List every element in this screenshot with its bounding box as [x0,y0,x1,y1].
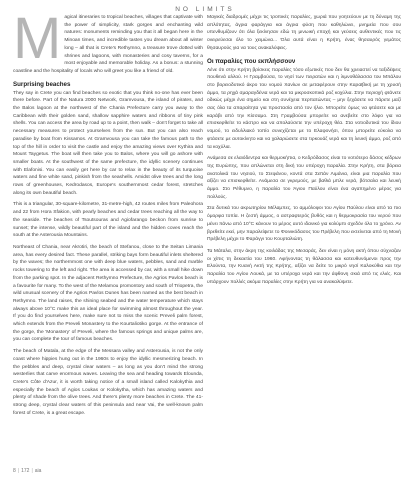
english-column [13,6,203,421]
brand-label: aia [34,468,42,474]
greek-paragraph-3: Στα δυτικά του ακρωτηρίου Μέλαμπες, το αμμόλοφοι του Αγίου Παύλου είναι από τα πιο όμορφα τοπία. Η ζεστή άμμος, ο αστραφτερός βυθός και η θερμοκρασία του νερού που μένει πάνω από 10°C κάνουν το μέρος αυτό ιδανικό για κολύμπι σχεδόν όλο το χρόνο. Αν βρεθείτε εκεί, μην παραλείψετε το Φοινικόδασος του Πρέβελη που εκτείνεται από τη Μονή Πρέβελη μέχρι το Φαράγγι του Κουρταλιώτη. [207,206,401,243]
greek-paragraph-2: Ανάμεσα σε ελαιόδεντρα και θερμοκήπια, ο Κεδρόδασος είναι το νοτιότερο δάσος κέδρων της Ευρώπης, που απλώνεται στη δική του υπέροχη παραλία. Στην Κρήτη, στα βόρεια ανατολικά του νησιού, το Στεφάνου, κοντά στα Σεϊτάν Λιμάνια, είναι μια παραλία που αξίζει να επισκεφθείτε. Ανάμεσα σε γκρεμούς, με βαθιά μπλε νερά, βότσαλα και λευκή άμμο. Στο Ρέθυμνο, η παραλία του Άγιου Παύλου είναι ένα αγαπημένο μέρος για πολλούς. [207,156,401,200]
greek-intro: Μαγικές διαδρομές μέχρι τις τροπικές παραλίες, χωριά που γοητεύουν με τη δύναμη της απλότητας, άγρια φαράγγια και άγρια φύση που καθηλώνει, μνημεία που σου υπενθυμίζουν ότι όλα ξεκίνησαν εδώ τη μινωική εποχή και γεύσεις αυθεντικές που τις ονειρεύεσαι όλο το χειμώνα... Όλα αυτά είναι η Κρήτη, ένας θησαυρός γεμάτος θησαυρούς για να τους ανακαλύψεις. [207,15,401,51]
dropcap: M [13,6,62,71]
english-paragraph-3: Northeast of Chania, near Akrotiri, the beach of Stefanou, close to the Seitan Limania area, has every desired fact. These parallel, striking bays form beautiful inlets sheltered by the waves; the northernmost one with deep blue waters, pebbles, sand and marble rocks towering to the left and right. The area is accessed by car, with a small hike down from the parking spot. In the adjacent Rethymno Prefecture, the Agrios Pavlos beach is a favourite for many. To the west of the Melamou promontory and south of Triopetra, the wild unusual scenery of the Agrios Pavlos Dunes has been named as the best beach in Rethymno. The land raises, the shining seabed and the water temperature which stays always above 10°C make this an ideal place for swimming almost throughout the year. If you do find yourselves here, make sure not to miss the scenic Preveli palm forest, which extends from the Preveli Monastery to the Kourtaliotiko gorge. At the entrance of the gorge, the 'Monastery' of Preveli, where the famous springs and unique palms are, you can complete the tour of famous beaches. [13,244,203,343]
english-intro: agical itineraries to tropical beaches, villages that captivate with the power of simplicity, stark gorges and enchanting wild natures: monuments reminding you that it all began here in the Minoan times, and incredible tastes you dream about all winter long – all that is Crete's Rethymno, a treasure trove dotted with shrines and lagoons, with monasteries and cosy taverns, for a most enjoyable and memorable holiday. As a bonus: a stunning coastline and the hospitality of locals who will greet you like a friend of old. [13,15,203,74]
page-number: 8 [13,468,16,474]
english-paragraph-1: They say in Crete you can find beaches so exotic that you think no-one has ever been there before. Part of the Natura 2000 Network, Gramvousa, the island of pirates, and the Balos lagoon at the northwest of the Chania Prefecture carry you away to the Caribbean with their golden sand, shallow sapphire waters and ribbons of tiny pink shells. You can access the area by road up to a point, then walk – don't forget to take all necessary measures to protect yourselves from the sun. But you can also reach paradise by boat from Kissamos. At Gramvousa you can take the famous path to the top of the hill in order to visit the castle and enjoy the amazing views over Kythira and Mount Taygetus. The boat will then take you to Balos, where you will go ashore with smaller boats. At the southwest of the same prefecture, the idyllic scenery continues with Elafonisi. You can easily get here by car to relax in the beauty of its turquoise waters and fine white sand, pinkish from the seashells. Amidst olive trees and the long rows of greenhouses, Kedrodasos, Europe's southernmost cedar forest, stretches along its own beautiful beach. [13,90,203,196]
english-paragraph-2: This is a triangular, 30-square-kilometre, 31-metre-high, 42 routes miles from Paleohora and 22 from Hora Sfakion, with pearly beaches and cedar trees reaching all the way to the seaside. The beaches of Tsoutsouras and Agiofarango beckon from sunrise to sunset; the intense, wildly beautiful part of the island and the hidden coves reach the south at the Asterousia Mountains. [13,202,203,239]
english-heading: Surprising beaches [13,80,71,88]
greek-paragraph-1: Λένε ότι στην Κρήτη βρίσκεις παραλίες τόσο εξωτικές που δεν θα χρειαστεί να ταξιδέψεις πουθενά αλλού. Η Γραμβούσα, το νησί των πειρατών και η λιμνοθάλασσα του Μπάλου στο βορειοδυτικό άκρο του νομού Χανίων σε μεταφέρουν στην Καραϊβική με τη χρυσή άμμο, τα ρηχά σμαραγδένια νερά και τα μικροσκοπικά ροζ κοχύλια. Στην περιοχή φτάνετε οδικώς μέχρι ένα σημείο και στη συνέχεια περπατώντας – μην ξεχάσετε να πάρετε μαζί σας όλα τα απαραίτητα για προστασία από τον ήλιο. Μπορείτε όμως να φτάσετε και με καράβι από την Κίσσαμο. Στη Γραμβούσα μπορείτε να ανεβείτε στο λόφο για να επισκεφθείτε το κάστρο και να απολαύσετε την υπέροχη θέα. Στα νοτιοδυτικά του ίδιου νομού, το ειδυλλιακό τοπίο συνεχίζεται με το Ελαφονήσι, όπου μπορείτε εύκολα να φτάσετε με αυτοκίνητο και να χαλαρώσετε στα τιρκουάζ νερά και τη λευκή άμμο, ροζ από τα κοχύλια. [207,67,401,150]
section-header: NO LIMITS [175,6,235,13]
greek-paragraph-4: Τα Μάταλα, στην άκρη της κοιλάδας της Μεσαράς, δεν είναι η μόνη ακτή όπου σύχναζαν οι χίπις τη δεκαετία του 1960. Αφήνοντας τη θάλασσα και κατευθυνόμενοι προς την Ελούντα, την Κυανή Ακτή της Κρήτης, αξίζει να δείτε το μικρό νησί Καλοκύθια και την παραλία του Αγίου Λουκά, με τα υπέροχα νερά και την άφθονη σκιά από τις ελιές. Και υπάρχουν πολλές ακόμα παραλίες στην Κρήτη για να ανακαλύψετε. [207,248,401,285]
issue-number: 172 [21,468,30,474]
greek-heading: Οι παραλίες που εκπλήσσουν [207,57,296,65]
english-paragraph-4: The beach of Matala, at the edge of the Messara valley and Asterousia, is not the only coast where hippies hung out in the 1960s to enjoy the idyllic mesmerizing beach. In the pebbles and deep, crystal clear waters – as long as you don't mind the strong westerlies that carve enormous waves. Leaving the sea and heading towards Elounda, Crete's Côte d'Azur, it is worth taking notice of a small island called Kalokythia and especially the beach of Agios Loukas or Kolokytha, which has amazing waters and plenty of shade from the olive trees. And there's plenty more beaches in Crete. The 41-strong deep, crystal clear waters of this peninsula and near Vai, the well-known palm forest of Crete, is a great escape. [13,349,203,416]
greek-column [207,14,401,291]
page-footer: 8 | 172 | aia [13,468,42,474]
